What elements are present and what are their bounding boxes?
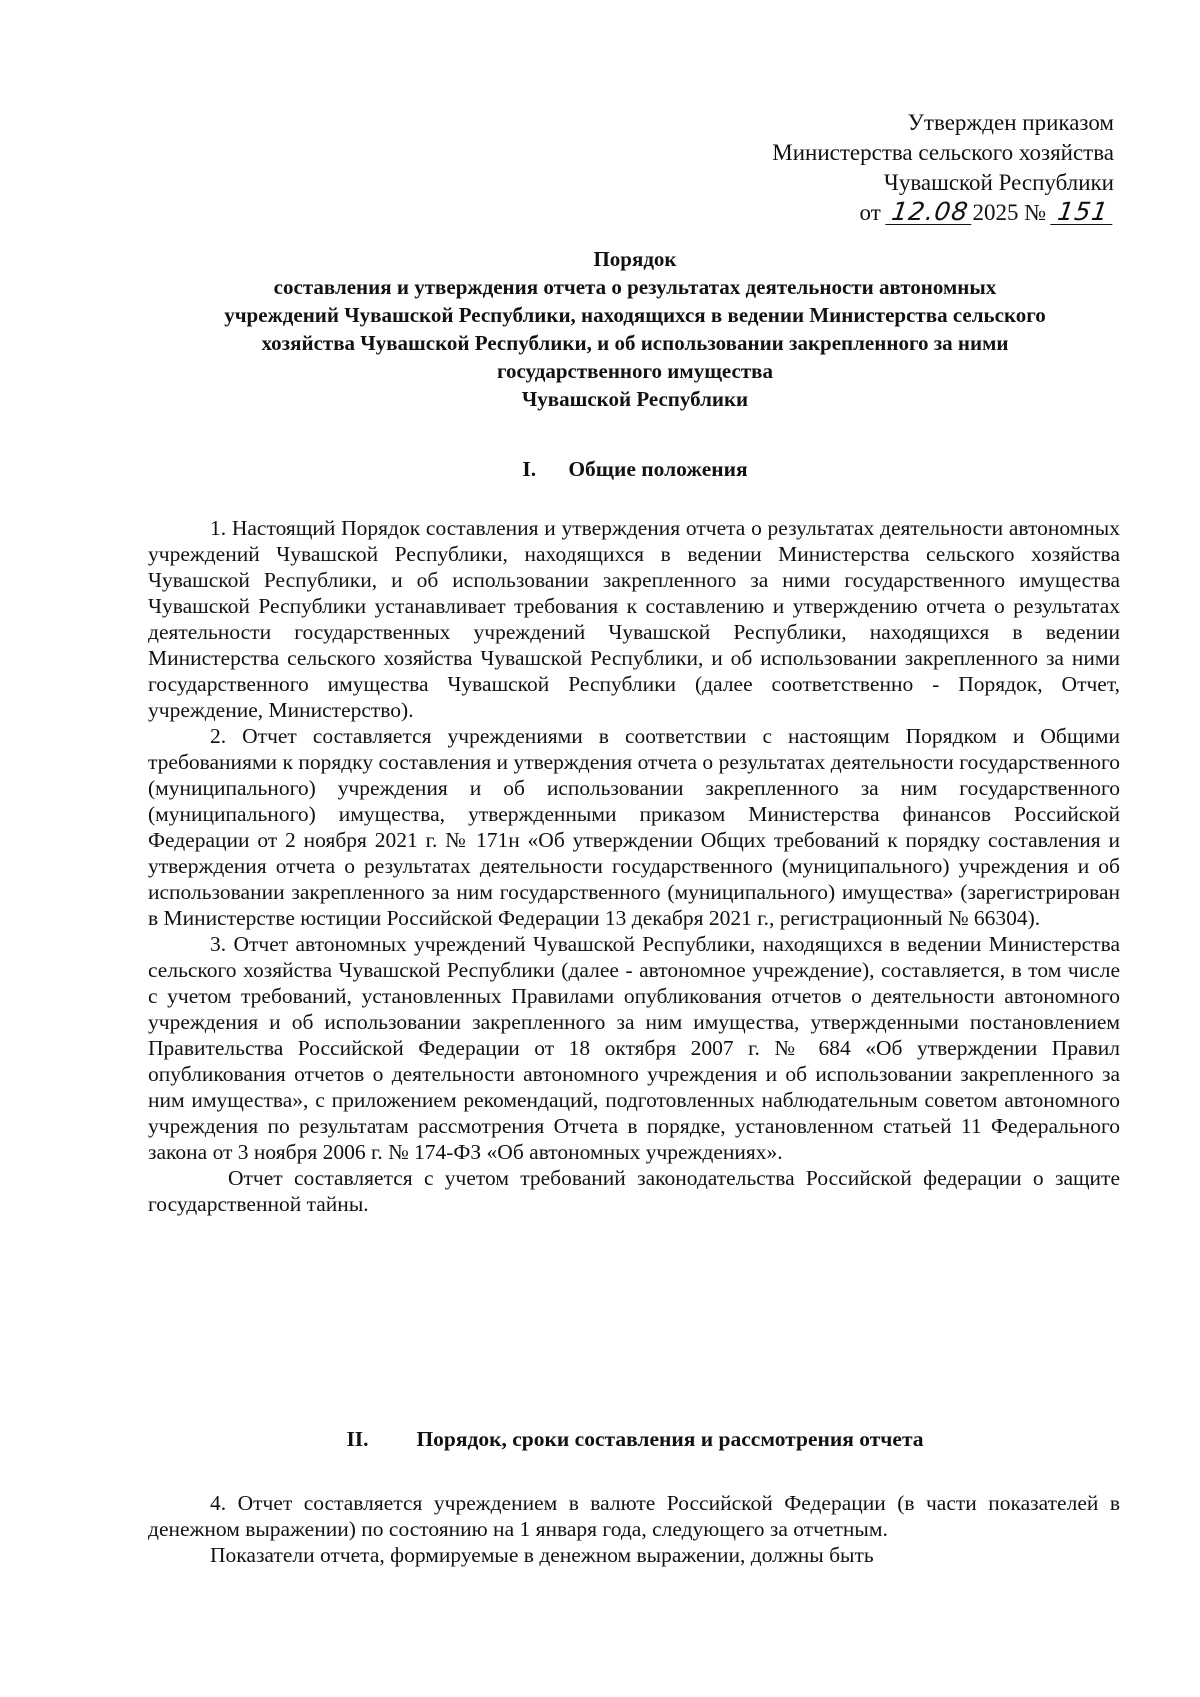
title-line-4: хозяйства Чувашской Республики, и об использовании закрепленного за ними bbox=[261, 331, 1009, 355]
paragraph-3-note: Отчет составляется с учетом требований законодательства Российской федерации о защите государственной тайны. bbox=[148, 1166, 1120, 1216]
paragraph-4: 4. Отчет составляется учреждением в валюте Российской Федерации (в части показателей в денежном выражении) по состоянию на 1 января года, следующего за отчетным. bbox=[148, 1491, 1120, 1541]
approval-line-3: Чувашской Республики bbox=[883, 170, 1114, 195]
approval-date-line bbox=[772, 198, 1114, 228]
title-line-6: Чувашской Республики bbox=[521, 387, 749, 411]
section-2-heading bbox=[150, 1425, 1120, 1453]
section-2-number: II. bbox=[346, 1427, 369, 1451]
paragraph-2: 2. Отчет составляется учреждениями в соответствии с настоящим Порядком и Общими требованиями к порядку составления и утверждения отчета о результатах деятельности государственного (муниципального) учреждения и об использовании закрепленного за ним государственного (муниципального) имущества, утвержденными приказом Министерства финансов Российской Федерации от 2 ноября 2021 г. № 171н «Об утверждении Общих требований к порядку составления и утверждения отчета о результатах деятельности государственного (муниципального) учреждения и об использовании закрепленного за ним государственного (муниципального) имущества» (зарегистрирован в Министерстве юстиции Российской Федерации 13 декабря 2021 г., регистрационный № 66304). bbox=[148, 724, 1120, 930]
title-line-3: учреждений Чувашской Республики, находящихся в ведении Министерства сельского bbox=[224, 303, 1046, 327]
handwritten-order-number: 151 bbox=[1050, 200, 1116, 225]
title-line-1: Порядок bbox=[593, 247, 677, 271]
document-title bbox=[150, 245, 1120, 413]
section-1-title: Общие положения bbox=[568, 457, 748, 481]
handwritten-date: 12.08 bbox=[885, 200, 975, 225]
section-1-heading bbox=[150, 455, 1120, 483]
section-2-body bbox=[148, 1490, 1120, 1568]
section-1-number: I. bbox=[522, 457, 537, 481]
year-number-label: 2025 № bbox=[972, 200, 1047, 225]
paragraph-4-continued: Показатели отчета, формируемые в денежном выражении, должны быть bbox=[210, 1543, 874, 1567]
title-line-5: государственного имущества bbox=[497, 359, 773, 383]
approval-stamp bbox=[772, 108, 1114, 228]
section-2-title: Порядок, сроки составления и рассмотрения отчета bbox=[416, 1427, 924, 1451]
section-1-body bbox=[148, 515, 1120, 1217]
approval-line-1: Утвержден приказом bbox=[907, 110, 1114, 135]
title-line-2: составления и утверждения отчета о результатах деятельности автономных bbox=[273, 275, 997, 299]
approval-line-2: Министерства сельского хозяйства bbox=[772, 140, 1114, 165]
paragraph-1: 1. Настоящий Порядок составления и утверждения отчета о результатах деятельности автономных учреждений Чувашской Республики, находящихся в ведении Министерства сельского хозяйства Чувашской Республики, и об использовании закрепленного за ними государственного имущества Чувашской Республики устанавливает требования к составлению и утверждению отчета о результатах деятельности государственных учреждений Чувашской Республики, находящихся в ведении Министерства сельского хозяйства Чувашской Республики, и об использовании закрепленного за ними государственного имущества Чувашской Республики (далее соответственно - Порядок, Отчет, учреждение, Министерство). bbox=[148, 516, 1120, 722]
date-prefix: от bbox=[859, 200, 881, 225]
paragraph-3: 3. Отчет автономных учреждений Чувашской Республики, находящихся в ведении Министерства сельского хозяйства Чувашской Республики (далее - автономное учреждение), составляется, в том числе с учетом требований, установленных Правилами опубликования отчетов о деятельности автономного учреждения и об использовании закрепленного за ним имущества, утвержденными постановлением Правительства Российской Федерации от 18 октября 2007 г. № 684 «Об утверждении Правил опубликования отчетов о деятельности автономного учреждения и об использовании закрепленного за ним имущества», с приложением рекомендаций, подготовленных наблюдательным советом автономного учреждения по результатам рассмотрения Отчета в порядке, установленном статьей 11 Федерального закона от 3 ноября 2006 г. № 174-ФЗ «Об автономных учреждениях». bbox=[148, 932, 1120, 1164]
